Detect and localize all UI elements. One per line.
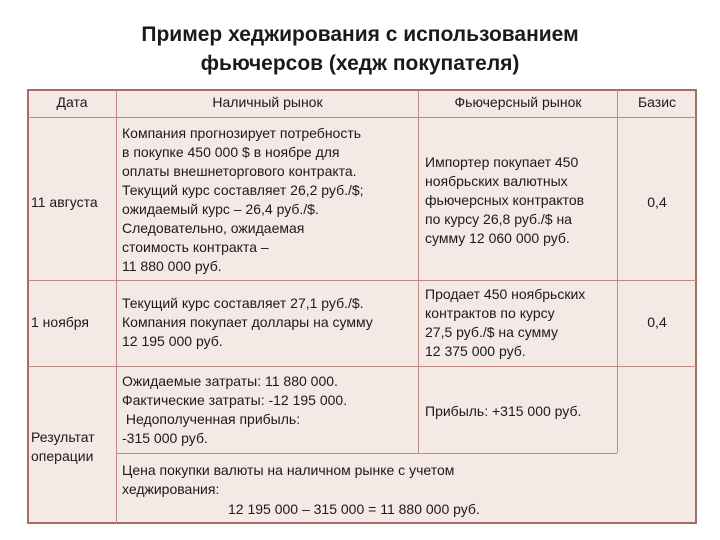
row1-basis: 0,4: [647, 194, 667, 210]
header-cash-market: Наличный рынок: [212, 94, 323, 110]
row2-futures-market: Продает 450 ноябрьских контрактов по курсу 27,5 руб./$ на сумму 12 375 000 руб.: [425, 286, 586, 359]
grid-line: [116, 90, 117, 524]
row2-basis: 0,4: [647, 314, 667, 330]
title-line-1: Пример хеджирования с использованием: [141, 23, 579, 46]
grid-line: [418, 90, 419, 453]
grid-line: [617, 90, 618, 453]
row1-futures-market: Импортер покупает 450 ноябрьских валютных фьючерсных контрактов по курсу 26,8 руб./$ на сумму 12 060 000 руб.: [425, 154, 585, 246]
row1-date: 11 августа: [31, 194, 98, 210]
grid-line: [117, 453, 617, 454]
row3-futures-market: Прибыль: +315 000 руб.: [425, 403, 582, 419]
summary-line-3: 12 195 000 – 315 000 = 11 880 000 руб.: [228, 501, 480, 517]
header-basis: Базис: [637, 94, 677, 110]
row2-cash-market: Текущий курс составляет 27,1 руб./$. Компания покупает доллары на сумму 12 195 000 руб.: [122, 295, 373, 349]
row2-date: 1 ноября: [31, 314, 90, 330]
header-date: Дата: [56, 94, 88, 110]
summary-line-1: Цена покупки валюты на наличном рынке с учетом: [122, 462, 455, 478]
row3-cash-market: Ожидаемые затраты: 11 880 000. Фактические затраты: -12 195 000. Недополученная прибыль: -315 000 руб.: [122, 373, 348, 446]
page-title: [0, 20, 720, 78]
grid-line: [28, 280, 696, 281]
title-line-2: фьючерсов (хедж покупателя): [200, 52, 520, 75]
grid-line: [28, 366, 696, 367]
row1-cash-market: Компания прогнозирует потребность в покупке 450 000 $ в ноябре для оплаты внешнеторгового контракта. Текущий курс составляет 26,2 руб./$; ожидаемый курс – 26,4 руб./$. Следовательно, ожидаемая стоимость контракта – 11 880 000 руб.: [122, 125, 364, 274]
summary-line-2: хеджирования:: [122, 481, 220, 497]
grid-line: [28, 117, 696, 118]
header-futures-market: Фьючерсный рынок: [454, 94, 582, 110]
row3-date: Результат операции: [31, 429, 95, 464]
